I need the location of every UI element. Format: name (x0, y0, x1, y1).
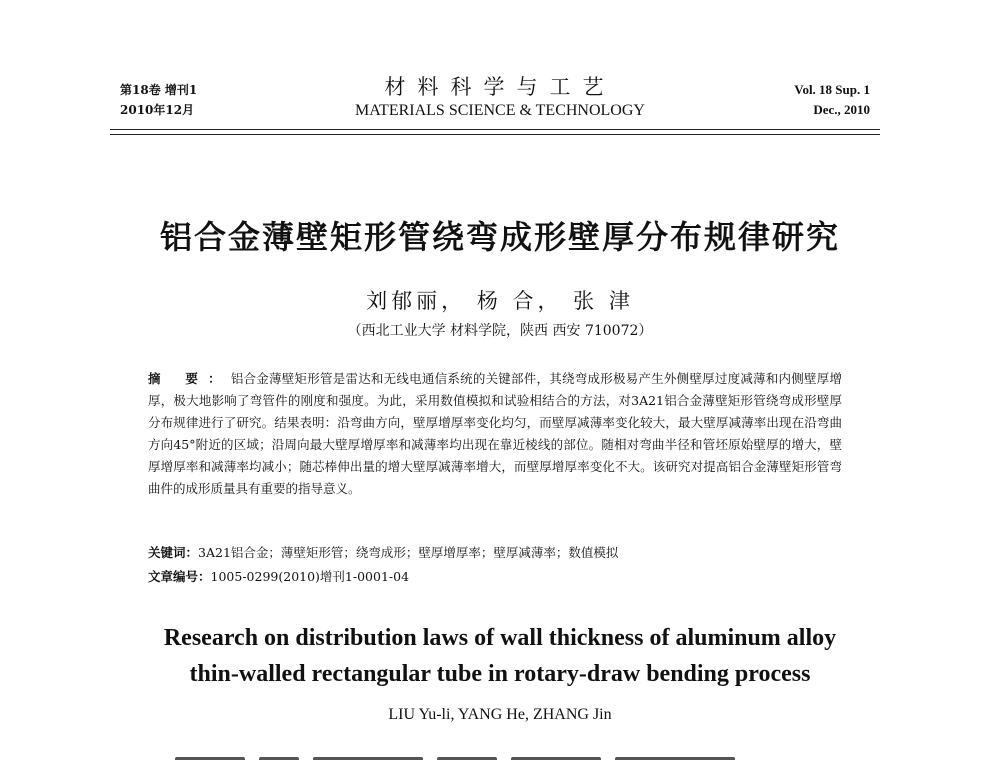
issue-info-cn (120, 80, 197, 120)
article-number (148, 567, 868, 587)
header-rule-top (110, 129, 880, 130)
paper-title-en-line1: Research on distribution laws of wall thickness of aluminum alloy (163, 625, 837, 651)
authors-cn: 刘郁丽， 杨 合， 张 津 (366, 289, 634, 313)
paper-title-en-line2: thin-walled rectangular tube in rotary-draw bending process (189, 661, 811, 687)
keywords-text: 3A21铝合金；薄壁矩形管；绕弯成形；壁厚增厚率；壁厚减薄率；数值模拟 (198, 545, 619, 560)
keywords (148, 543, 868, 563)
article-number-text: 1005-0299(2010)增刊1-0001-04 (210, 569, 410, 584)
journal-name-cn: 材料科学与工艺 (384, 75, 616, 99)
abstract-cn (148, 368, 842, 500)
header-rule-bottom (110, 134, 880, 135)
volume-en: Vol. 18 Sup. 1 (794, 82, 870, 97)
article-number-label: 文章编号： (148, 569, 211, 584)
keywords-label: 关键词： (148, 545, 199, 560)
journal-name (300, 74, 700, 122)
paper-title-en (0, 620, 1000, 692)
journal-name-en: MATERIALS SCIENCE & TECHNOLOGY (355, 102, 645, 119)
date-en: Dec., 2010 (813, 102, 870, 117)
authors-en: LIU Yu-li, YANG He, ZHANG Jin (388, 706, 612, 723)
issue-info-en (794, 80, 870, 120)
volume-cn: 第18卷 增刊1 (120, 83, 198, 97)
cut-off-affiliation-line (175, 748, 825, 760)
abstract-label: 摘 要： (148, 371, 231, 386)
date-cn: 2010年12月 (120, 103, 195, 117)
affiliation-cn: （西北工业大学 材料学院，陕西 西安 710072） (347, 323, 653, 339)
abstract-text: 铝合金薄壁矩形管是雷达和无线电通信系统的关键部件，其绕弯成形极易产生外侧壁厚过度减薄和内侧壁厚增厚，极大地影响了弯管件的刚度和强度。为此，采用数值模拟和试验相结合的方法，对3A21铝合金薄壁矩形管绕弯成形壁厚分布规律进行了研究。结果表明：沿弯曲方向，壁厚增厚率变化均匀，而壁厚减薄率变化较大，最大壁厚减薄率出现在沿弯曲方向45°附近的区域；沿周向最大壁厚增厚率和减薄率均出现在靠近棱线的部位。随相对弯曲半径和管坯原始壁厚的增大，壁厚增厚率和减薄率均减小；随芯棒伸出量的增大壁厚减薄率增大，而壁厚增厚率变化不大。该研究对提高铝合金薄壁矩形管弯曲件的成形质量具有重要的指导意义。 (148, 371, 842, 496)
paper-title-cn: 铝合金薄壁矩形管绕弯成形壁厚分布规律研究 (159, 218, 840, 256)
